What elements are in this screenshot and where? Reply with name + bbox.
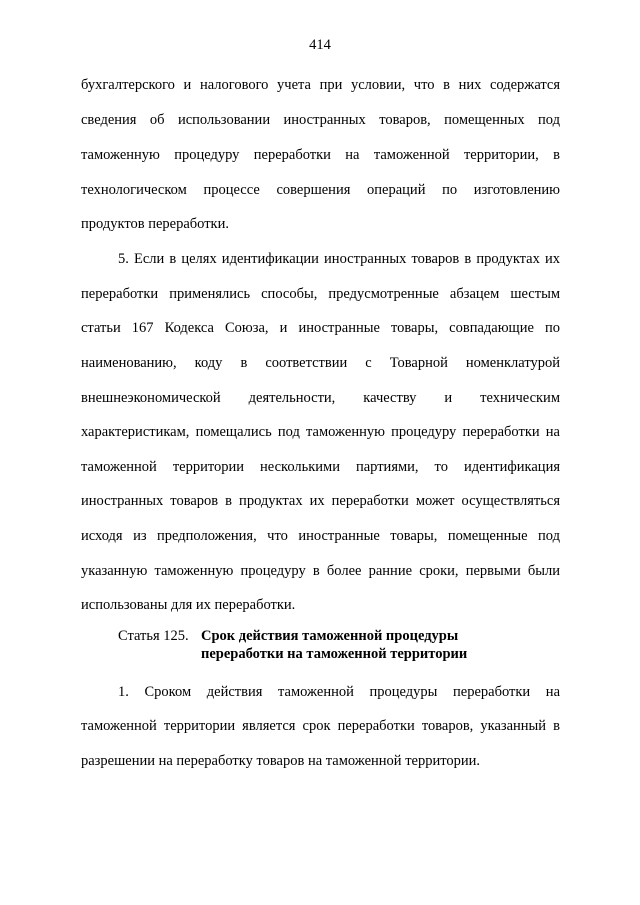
text-line: таможенной территории является срок переработки товаров, указанный в [81,718,560,734]
article-title [201,627,467,663]
article-title-line: переработки на таможенной территории [201,646,468,662]
text-line: исходя из предположения, что иностранные товары, помещенные под [81,528,560,544]
text-line: таможенной территории несколькими партиями, то идентификация [81,459,560,475]
text-line: таможенную процедуру переработки на таможенной территории, в [81,147,560,163]
text-line: 5. Если в целях идентификации иностранных товаров в продуктах их [118,251,560,267]
page-number: 414 [309,37,331,53]
text-line: сведения об использовании иностранных товаров, помещенных под [81,112,560,128]
text-line: переработки применялись способы, предусмотренные абзацем шестым [81,286,560,302]
text-line: продуктов переработки. [81,216,229,232]
text-line: иностранных товаров в продуктах их переработки может осуществляться [81,493,560,509]
text-line: использованы для их переработки. [81,597,296,613]
text-line: внешнеэкономической деятельности, качеству и техническим [81,390,560,406]
text-line: указанную таможенную процедуру в более ранние сроки, первыми были [81,563,560,579]
text-line: статьи 167 Кодекса Союза, и иностранные товары, совпадающие по [81,320,560,336]
article-title-line: Срок действия таможенной процедуры [201,628,459,644]
text-line: разрешении на переработку товаров на таможенной территории. [81,753,481,769]
text-line: бухгалтерского и налогового учета при условии, что в них содержатся [81,77,560,93]
text-line: 1. Сроком действия таможенной процедуры переработки на [118,684,560,700]
article-label: Статья 125. [118,628,189,644]
text-line: технологическом процессе совершения операций по изготовлению [81,182,560,198]
text-line: наименованию, коду в соответствии с Товарной номенклатурой [81,355,560,371]
text-line: характеристикам, помещались под таможенную процедуру переработки на [81,424,560,440]
